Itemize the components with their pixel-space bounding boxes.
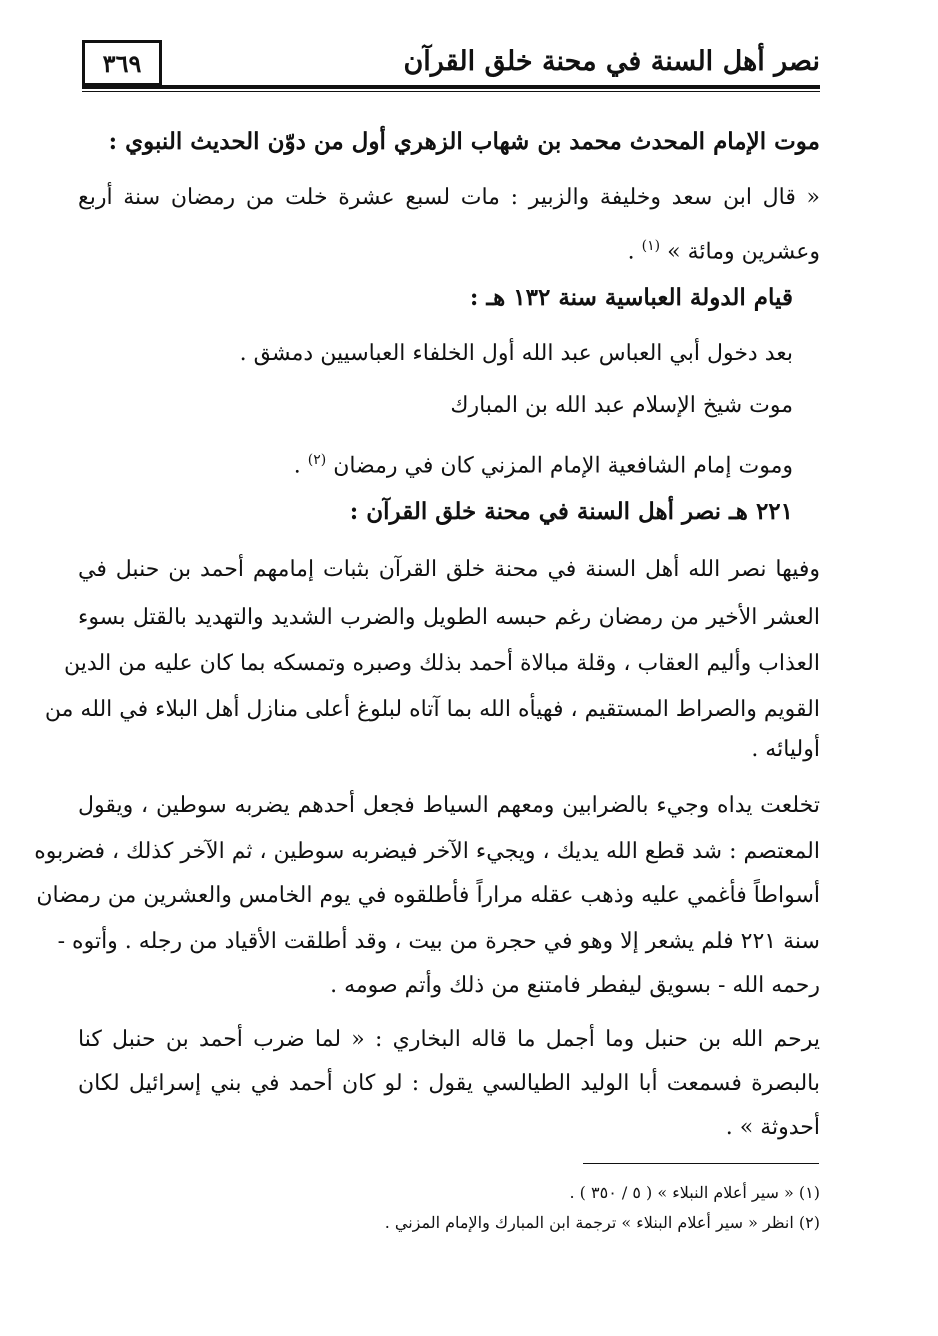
paragraph-line: وفيها نصر الله أهل السنة في محنة خلق القرآن بثبات إمامهم أحمد بن حنبل في (78, 557, 820, 582)
paragraph-line: أسواطاً فأغمي عليه وذهب عقله مراراً فأطلقوه في يوم الخامس والعشرين من رمضان (36, 883, 820, 908)
paragraph-line (628, 230, 820, 268)
paragraph-line: أوليائه . (751, 737, 820, 762)
paragraph-line: بعد دخول أبي العباس عبد الله أول الخلفاء العباسيين دمشق . (239, 341, 793, 366)
heading-mihna: ٢٢١ هـ نصر أهل السنة في محنة خلق القرآن : (349, 498, 793, 525)
running-title: نصر أهل السنة في محنة خلق القرآن (403, 46, 820, 77)
punctuation: . (293, 453, 301, 479)
paragraph-line: أحدوثة » . (725, 1115, 820, 1140)
header-rule-thin (82, 91, 820, 92)
heading-zuhri: موت الإمام المحدث محمد بن شهاب الزهري أول من دوّن الحديث النبوي : (108, 128, 820, 155)
paragraph-line: موت شيخ الإسلام عبد الله بن المبارك (450, 393, 793, 418)
footnote-ref-1: (١) (641, 238, 661, 254)
paragraph-line: « قال ابن سعد وخليفة والزبير : مات لسبع عشرة خلت من رمضان سنة أربع (78, 185, 820, 210)
paragraph-line (294, 444, 793, 482)
paragraph-line: رحمه الله - بسويق ليفطر فامتنع من ذلك وأتم صومه . (330, 973, 820, 998)
footnote-2: (٢) انظر « سير أعلام البنلاء » ترجمة ابن المبارك والإمام المزني . (384, 1213, 820, 1232)
footnote-separator (583, 1163, 819, 1164)
paragraph-line: العذاب وأليم العقاب ، وقلة مبالاة أحمد بذلك وصبره وتمسكه بما كان عليه من الدين (64, 651, 820, 676)
page-number: ٣٦٩ (82, 40, 162, 86)
paragraph-line: تخلعت يداه وجيء بالضرابين ومعهم السياط فجعل أحدهم يضربه سوطين ، ويقول (78, 793, 820, 818)
footnote-1: (١) « سير أعلام النبلاء » ( ٥ / ٣٥٠ ) . (569, 1183, 820, 1202)
header-rule (82, 85, 820, 89)
paragraph-line: العشر الأخير من رمضان رغم حبسه الطويل والضرب الشديد والتهديد بالقتل بسوء (78, 605, 820, 630)
paragraph-line: بالبصرة فسمعت أبا الوليد الطيالسي يقول : لو كان أحمد في بني إسرائيل لكان (78, 1071, 820, 1096)
paragraph-line: المعتصم : شد قطع الله يديك ، ويجيء الآخر فيضربه سوطين ، ثم الآخر كذلك ، فضربوه (34, 839, 820, 864)
heading-abbasid: قيام الدولة العباسية سنة ١٣٢ هـ : (469, 284, 793, 311)
footnote-ref-2: (٢) (307, 452, 327, 468)
paragraph-line: القويم والصراط المستقيم ، فهيأه الله بما آتاه لبلوغ أعلى منازل أهل البلاء في الله من (44, 697, 820, 722)
punctuation: . (627, 239, 635, 265)
paragraph-line: يرحم الله بن حنبل وما أجمل ما قاله البخاري : « لما ضرب أحمد بن حنبل كنا (78, 1027, 820, 1052)
paragraph-text: وعشرين ومائة » (667, 239, 820, 265)
paragraph-text: وموت إمام الشافعية الإمام المزني كان في رمضان (333, 453, 793, 479)
paragraph-line: سنة ٢٢١ فلم يشعر إلا وهو في حجرة من بيت ، وقد أطلقت الأقياد من رجله . وأتوه - (57, 929, 820, 954)
